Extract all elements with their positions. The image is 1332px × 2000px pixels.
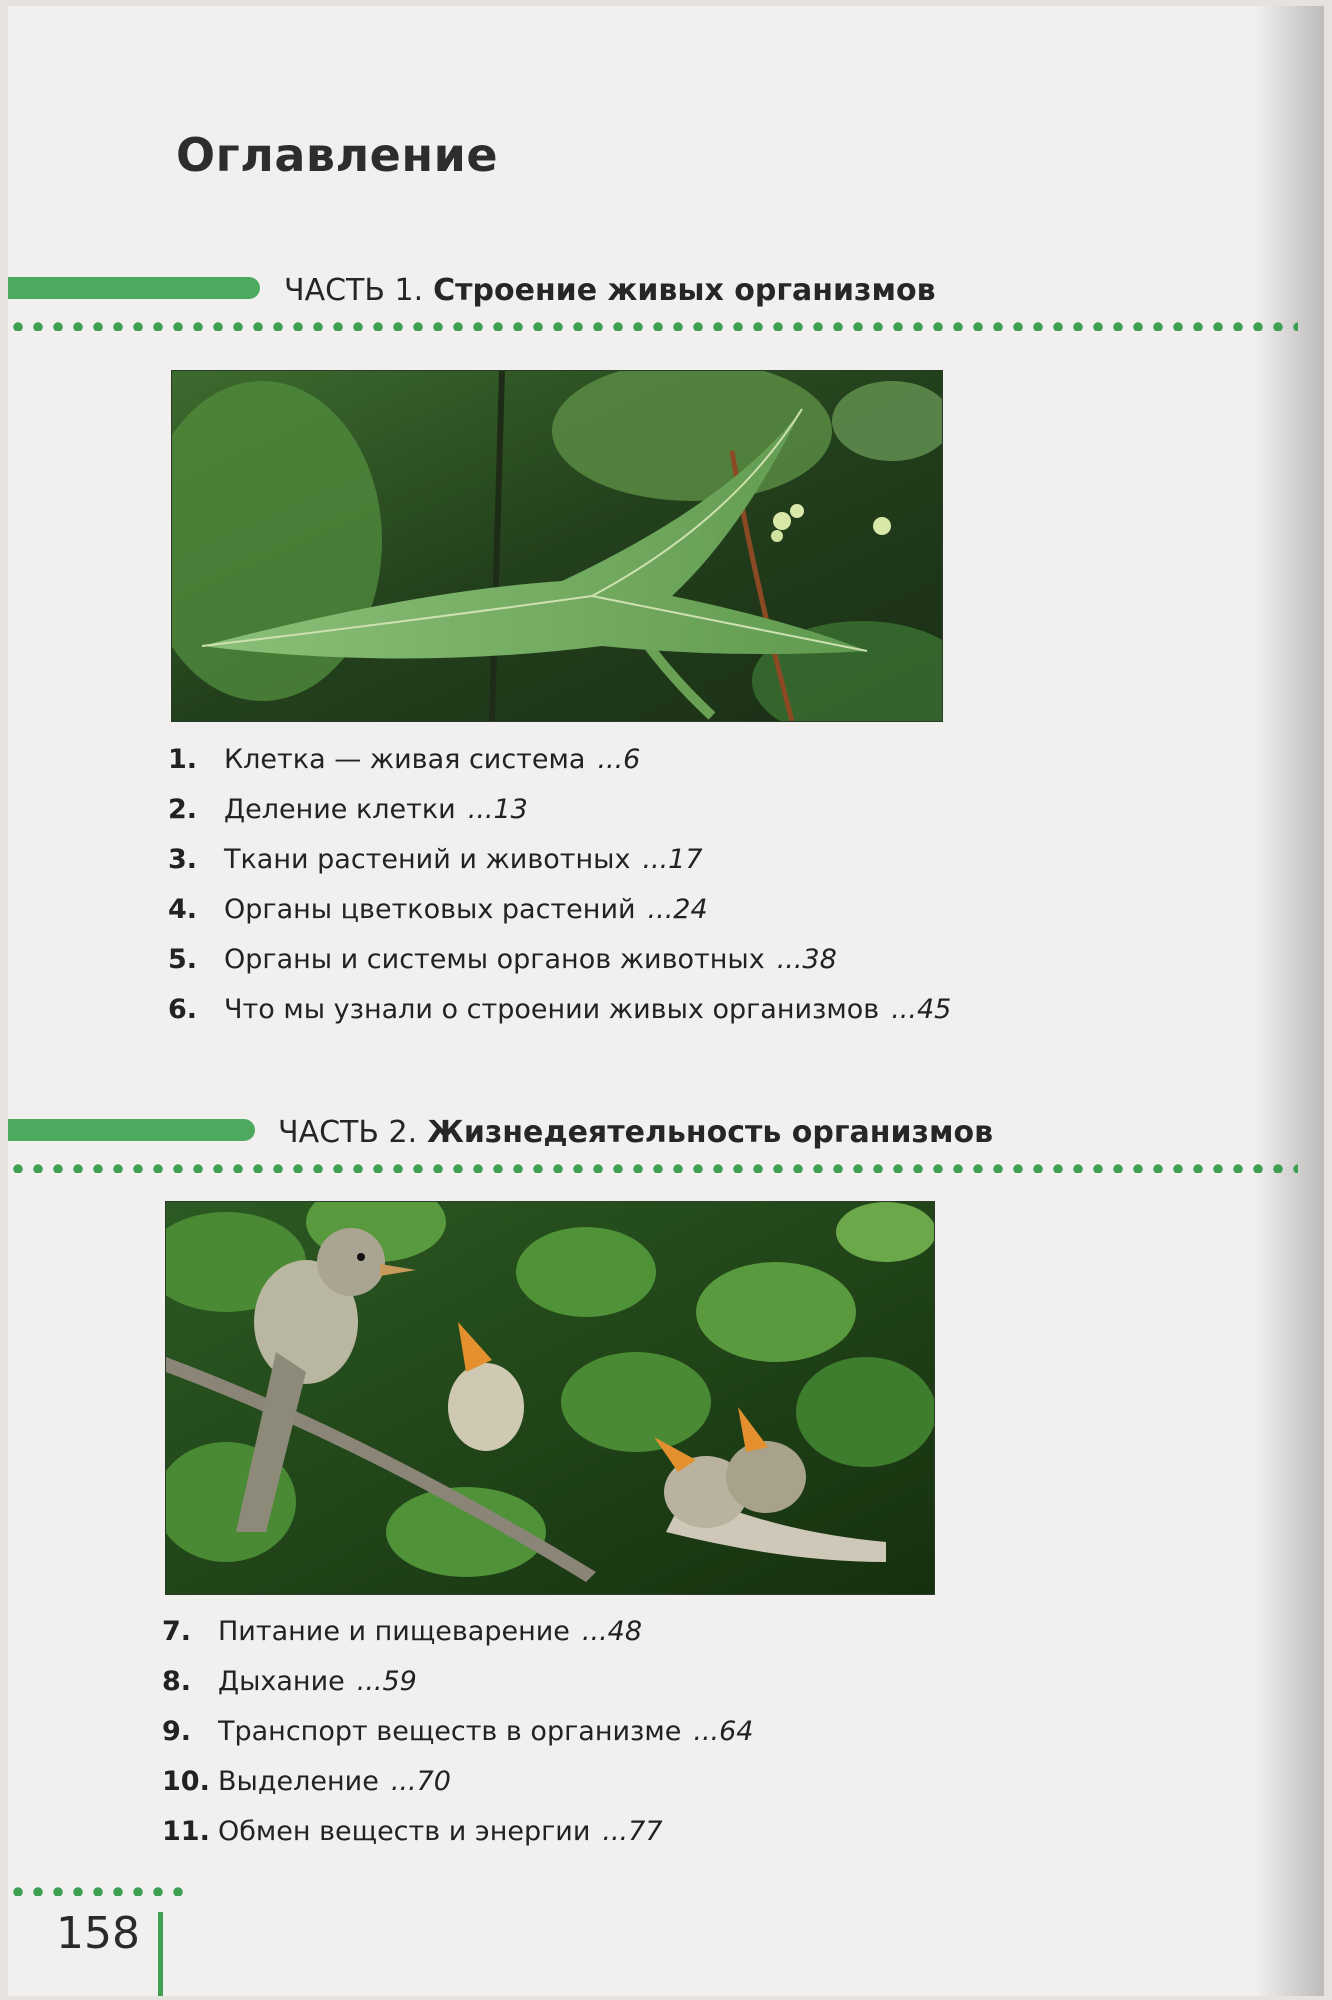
chapter-number: 11. — [162, 1816, 210, 1847]
chapter-page: ...59 — [356, 1666, 417, 1697]
chapter-page: ...45 — [891, 994, 952, 1025]
footer-dotted-rule — [8, 1886, 188, 1896]
part-1-chapter-list — [168, 744, 951, 1044]
toc-entry[interactable] — [168, 794, 951, 844]
chapter-number: 7. — [162, 1616, 192, 1647]
chapter-title: Питание и пищеварение — [218, 1616, 570, 1647]
chapter-number: 10. — [162, 1766, 210, 1797]
part-2-birds-photo — [165, 1201, 935, 1595]
chapter-title: Обмен веществ и энергии — [218, 1816, 591, 1847]
chapter-page: ...24 — [647, 894, 708, 925]
chapter-title: Дыхание — [218, 1666, 345, 1697]
chapter-page: ...77 — [602, 1816, 663, 1847]
footer-divider — [158, 1912, 163, 1996]
chapter-title: Органы и системы органов животных — [224, 944, 765, 975]
chapter-title: Что мы узнали о строении живых организмов — [224, 994, 880, 1025]
toc-entry[interactable] — [162, 1816, 753, 1866]
toc-entry[interactable] — [162, 1666, 753, 1716]
part-1-name: Строение живых организмов — [433, 273, 936, 308]
chapter-page: ...64 — [693, 1716, 754, 1747]
chapter-title: Деление клетки — [224, 794, 456, 825]
chapter-number: 1. — [168, 744, 198, 775]
part-2-chapter-list — [162, 1616, 753, 1866]
page-gutter-shadow — [1254, 6, 1324, 1996]
chapter-page: ...38 — [776, 944, 837, 975]
chapter-number: 9. — [162, 1716, 192, 1747]
chapter-number: 6. — [168, 994, 198, 1025]
chapter-title: Органы цветковых растений — [224, 894, 636, 925]
toc-entry[interactable] — [162, 1716, 753, 1766]
toc-entry[interactable] — [162, 1616, 753, 1666]
part-1-leaf-photo — [171, 370, 943, 722]
chapter-number: 4. — [168, 894, 198, 925]
part-1-heading — [284, 273, 936, 308]
part-1-number: ЧАСТЬ 1. — [284, 273, 424, 308]
chapter-title: Клетка — живая система — [224, 744, 586, 775]
chapter-page: ...6 — [597, 744, 641, 775]
part-2-heading — [278, 1115, 993, 1150]
chapter-title: Транспорт веществ в организме — [218, 1716, 682, 1747]
chapter-page: ...48 — [581, 1616, 643, 1647]
toc-entry[interactable] — [168, 894, 951, 944]
part-2-bar — [8, 1119, 255, 1141]
part-2-name: Жизнедеятельность организмов — [427, 1115, 994, 1150]
part-2-number: ЧАСТЬ 2. — [278, 1115, 418, 1150]
page-number: 158 — [56, 1908, 140, 1959]
chapter-page: ...70 — [390, 1766, 451, 1797]
part-2-dotted-rule — [8, 1163, 1298, 1173]
chapter-page: ...13 — [467, 794, 528, 825]
chapter-page: ...17 — [642, 844, 703, 875]
toc-entry[interactable] — [162, 1766, 753, 1816]
part-1-dotted-rule — [8, 321, 1298, 331]
chapter-number: 3. — [168, 844, 198, 875]
chapter-number: 2. — [168, 794, 198, 825]
toc-entry[interactable] — [168, 994, 951, 1044]
toc-entry[interactable] — [168, 844, 951, 894]
chapter-title: Ткани растений и животных — [224, 844, 631, 875]
toc-entry[interactable] — [168, 744, 951, 794]
part-1-bar — [8, 277, 260, 299]
page-title: Оглавление — [176, 128, 499, 182]
chapter-number: 5. — [168, 944, 198, 975]
toc-entry[interactable] — [168, 944, 951, 994]
chapter-title: Выделение — [218, 1766, 379, 1797]
book-page — [8, 6, 1324, 1996]
chapter-number: 8. — [162, 1666, 192, 1697]
